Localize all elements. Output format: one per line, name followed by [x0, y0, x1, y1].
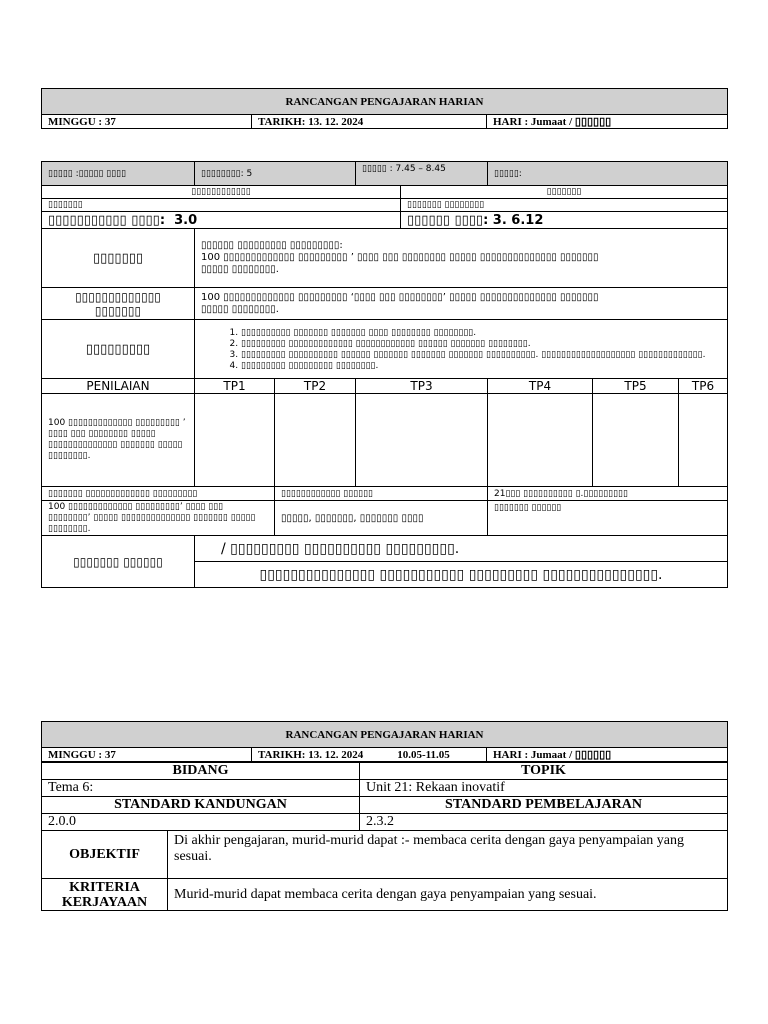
aktiviti-label: ▯▯▯▯▯▯▯▯▯ — [42, 320, 195, 379]
pak21-head: 21▯▯▯ ▯▯▯▯▯▯▯▯▯▯ ▯.▯▯▯▯▯▯▯▯▯ — [488, 487, 728, 501]
sk-value-2: 2.0.0 — [42, 814, 360, 831]
sk-head-2: STANDARD KANDUNGAN — [42, 797, 360, 814]
masa-2: 10.05-11.05 — [397, 748, 450, 761]
penilaian-note: 100 ▯▯▯▯▯▯▯▯▯▯▯▯▯ ▯▯▯▯▯▯▯▯▯ ’ ▯▯▯▯ ▯▯▯ ▯▯▯▯▯▯▯▯ ▯▯▯▯▯ ▯▯▯▯▯▯▯▯▯▯▯▯▯▯ ▯▯▯▯▯▯▯ ▯▯▯▯▯ ▯▯▯▯▯▯▯▯. — [42, 394, 195, 487]
lesson-plan-table-1 — [41, 161, 728, 588]
rph-header-table-2 — [41, 721, 728, 762]
tp3-cell[interactable] — [356, 394, 488, 487]
objektif-text-2: Di akhir pengajaran, murid-murid dapat :- membaca cerita dengan gaya penyampaian yang sesuai. — [168, 831, 728, 879]
objektif-line-2: 100 ▯▯▯▯▯▯▯▯▯▯▯▯▯ ▯▯▯▯▯▯▯▯▯ ’ ▯▯▯▯ ▯▯▯ ▯▯▯▯▯▯▯▯ ▯▯▯▯▯ ▯▯▯▯▯▯▯▯▯▯▯▯▯▯ ▯▯▯▯▯▯▯ — [201, 252, 599, 263]
tema-cell: Tema 6: — [42, 780, 360, 797]
sp-head-2: STANDARD PEMBELAJARAN — [360, 797, 728, 814]
kelas-cell: ▯▯▯▯▯: — [488, 162, 728, 186]
elemen-head: ▯▯▯▯▯▯▯ ▯▯▯▯▯▯▯▯▯▯▯▯▯ ▯▯▯▯▯▯▯▯▯ — [42, 487, 275, 501]
sp-value: 3. 6.12 — [492, 212, 544, 228]
standard-kandungan — [42, 212, 401, 229]
bbm-head: ▯▯▯▯▯▯▯▯▯▯▯▯ ▯▯▯▯▯▯ — [275, 487, 488, 501]
aktiviti-item: 1. ▯▯▯▯▯▯▯▯▯▯ ▯▯▯▯▯▯▯ ▯▯▯▯▯▯▯ ▯▯▯▯ ▯▯▯▯▯▯▯▯ ▯▯▯▯▯▯▯▯. — [241, 328, 721, 339]
objektif-line-3: ▯▯▯▯▯ ▯▯▯▯▯▯▯▯. — [201, 264, 279, 275]
kriteria-text-2: Murid-murid dapat membaca cerita dengan gaya penyampaian yang sesuai. — [168, 879, 728, 911]
minggu-label-2: MINGGU : — [48, 748, 105, 761]
catatan-label: ▯▯▯▯▯▯▯ ▯▯▯▯▯▯ — [42, 536, 195, 588]
bbm-body: ▯▯▯▯▯, ▯▯▯▯▯▯▯, ▯▯▯▯▯▯▯ ▯▯▯▯ — [275, 501, 488, 536]
objektif-line-1: ▯▯▯▯▯▯ ▯▯▯▯▯▯▯▯▯ ▯▯▯▯▯▯▯▯▯: — [201, 240, 343, 251]
aktiviti-item: 2. ▯▯▯▯▯▯▯▯▯ ▯▯▯▯▯▯▯▯▯▯▯▯▯ ▯▯▯▯▯▯▯▯▯▯▯▯ ▯▯▯▯▯▯ ▯▯▯▯▯▯▯ ▯▯▯▯▯▯▯▯. — [241, 339, 721, 350]
bidang-label: ▯▯▯▯▯▯▯▯▯▯▯▯ — [42, 186, 401, 199]
sp-label: ▯▯▯▯▯▯ ▯▯▯▯: — [407, 212, 489, 228]
tp4-head: TP4 — [488, 379, 593, 394]
objektif-label-2: OBJEKTIF — [42, 831, 168, 879]
hari-cell: HARI : Jumaat / ▯▯▯▯▯▯ — [487, 115, 728, 129]
tp6-cell[interactable] — [679, 394, 728, 487]
rph-title: RANCANGAN PENGAJARAN HARIAN — [42, 89, 728, 115]
tp1-head: TP1 — [195, 379, 275, 394]
tarikh-2: TARIKH: 13. 12. 2024 — [258, 748, 364, 761]
aktiviti-list-cell — [195, 320, 728, 379]
minggu-cell-2 — [42, 748, 252, 762]
kriteria-label-2: ▯▯▯▯▯▯▯ — [94, 303, 142, 318]
tp2-cell[interactable] — [275, 394, 356, 487]
aktiviti-list — [201, 328, 721, 372]
minggu-cell: MINGGU : 37 — [42, 115, 252, 129]
sk-label: ▯▯▯▯▯▯▯▯▯▯▯ ▯▯▯▯: — [48, 212, 166, 228]
tp5-head: TP5 — [593, 379, 679, 394]
aktiviti-item: 3. ▯▯▯▯▯▯▯▯▯ ▯▯▯▯▯▯▯▯▯▯ ▯▯▯▯▯▯ ▯▯▯▯▯▯▯ ▯▯▯▯▯▯▯ ▯▯▯▯▯▯▯ ▯▯▯▯▯▯▯▯▯▯. ▯▯▯▯▯▯▯▯▯▯▯▯▯▯▯▯▯▯▯ ▯▯▯▯▯▯▯▯▯▯▯▯▯. — [241, 350, 721, 361]
catatan-line-1: / ▯▯▯▯▯▯▯▯▯ ▯▯▯▯▯▯▯▯▯▯ ▯▯▯▯▯▯▯▯▯. — [195, 536, 728, 562]
aktiviti-item: 4. ▯▯▯▯▯▯▯▯▯ ▯▯▯▯▯▯▯▯▯ ▯▯▯▯▯▯▯▯. — [241, 361, 721, 372]
bidang-value: ▯▯▯▯▯▯▯ — [42, 199, 401, 212]
topik-label: ▯▯▯▯▯▯▯ — [401, 186, 728, 199]
kriteria-label-2 — [42, 879, 168, 911]
sp-value-2: 2.3.2 — [360, 814, 728, 831]
rph-title-2: RANCANGAN PENGAJARAN HARIAN — [42, 722, 728, 748]
tarikh-cell-2 — [252, 748, 487, 762]
kriteria-line-1: 100 ▯▯▯▯▯▯▯▯▯▯▯▯▯ ▯▯▯▯▯▯▯▯▯ ‘▯▯▯▯ ▯▯▯ ▯▯▯▯▯▯▯▯’ ▯▯▯▯▯ ▯▯▯▯▯▯▯▯▯▯▯▯▯▯ ▯▯▯▯▯▯▯ — [201, 291, 599, 303]
tp1-cell[interactable] — [195, 394, 275, 487]
minggu-value-2: 37 — [104, 748, 116, 761]
kriteria-label-2a: KRITERIA — [69, 879, 140, 895]
tp4-cell[interactable] — [488, 394, 593, 487]
tp3-head: TP3 — [356, 379, 488, 394]
masa-cell: ▯▯▯▯▯ : 7.45 – 8.45 — [356, 162, 488, 186]
objektif-text — [195, 229, 728, 288]
rph-header-table-1 — [41, 88, 728, 129]
kriteria-text — [195, 288, 728, 320]
tp2-head: TP2 — [275, 379, 356, 394]
topik-value: ▯▯▯▯▯▯▯ ▯▯▯▯▯▯▯▯ — [401, 199, 728, 212]
kriteria-line-2: ▯▯▯▯▯ ▯▯▯▯▯▯▯▯. — [201, 303, 279, 315]
objektif-label: ▯▯▯▯▯▯▯ — [42, 229, 195, 288]
tahun-cell: ▯▯▯▯▯▯▯▯: 5 — [195, 162, 356, 186]
pak21-body: ▯▯▯▯▯▯▯ ▯▯▯▯▯▯ — [488, 501, 728, 536]
penilaian-label: PENILAIAN — [42, 379, 195, 394]
kriteria-label — [42, 288, 195, 320]
kriteria-label-2b: KERJAYAAN — [61, 894, 148, 910]
lesson-plan-table-2 — [41, 762, 728, 911]
tarikh-cell: TARIKH: 13. 12. 2024 — [252, 115, 487, 129]
bidang-head-2: BIDANG — [42, 763, 360, 780]
tp5-cell[interactable] — [593, 394, 679, 487]
sk-value: 3.0 — [174, 212, 198, 228]
elemen-body: 100 ▯▯▯▯▯▯▯▯▯▯▯▯▯ ▯▯▯▯▯▯▯▯▯’ ▯▯▯▯ ▯▯▯ ▯▯▯▯▯▯▯▯’ ▯▯▯▯▯ ▯▯▯▯▯▯▯▯▯▯▯▯▯▯ ▯▯▯▯▯▯▯ ▯▯▯▯▯ ▯▯▯▯▯▯▯▯. — [42, 501, 275, 536]
topik-head-2: TOPIK — [360, 763, 728, 780]
kriteria-label-1: ▯▯▯▯▯▯▯▯▯▯▯▯▯ — [75, 289, 161, 304]
catatan-line-2: ▯▯▯▯▯▯▯▯▯▯▯▯▯▯▯ ▯▯▯▯▯▯▯▯▯▯▯ ▯▯▯▯▯▯▯▯▯ ▯▯▯▯▯▯▯▯▯▯▯▯▯▯▯. — [195, 562, 728, 588]
standard-pembelajaran — [401, 212, 728, 229]
tp6-head: TP6 — [679, 379, 728, 394]
hari-cell-2: HARI : Jumaat / ▯▯▯▯▯▯ — [487, 748, 728, 762]
unit-cell: Unit 21: Rekaan inovatif — [360, 780, 728, 797]
subject-cell: ▯▯▯▯▯ :▯▯▯▯▯ ▯▯▯▯ — [42, 162, 195, 186]
